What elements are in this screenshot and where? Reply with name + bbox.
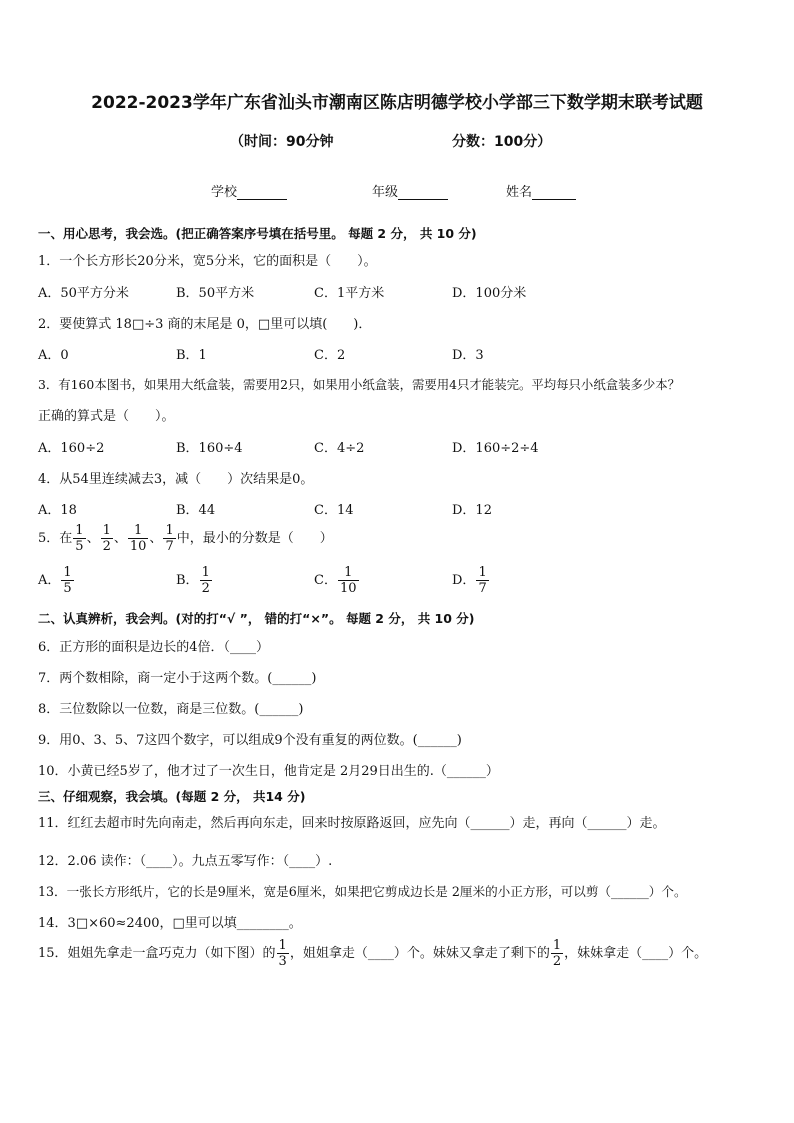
q15-part-a: 15．姐姐先拿走一盒巧克力（如下图）的 xyxy=(38,946,276,961)
section-heading-choice: 一、用心思考，我会选。(把正确答案序号填在括号里。 每题 2 分， 共 10 分) xyxy=(38,226,477,241)
page-title: 2022-2023学年广东省汕头市潮南区陈店明德学校小学部三下数学期末联考试题 xyxy=(91,93,703,113)
question-7: 7．两个数相除，商一定小于这两个数。(______) xyxy=(38,671,317,686)
q5-sep: 、 xyxy=(149,531,163,546)
q15-part-c: ，妹妹拿走（____）个。 xyxy=(564,946,708,961)
question-5 xyxy=(38,523,333,554)
q5-fraction-3: $\frac{1}{10}$ xyxy=(129,523,147,554)
q1-option-b[interactable]: B．50平方米 xyxy=(176,286,255,301)
q4-option-a[interactable]: A．18 xyxy=(38,503,77,518)
exam-score: 分数：100分） xyxy=(452,134,552,150)
question-3-line1: 3．有160本图书，如果用大纸盒装，需要用2只，如果用小纸盒装，需要用4只才能装完。平均每只小纸盒装多少本？ xyxy=(38,377,681,392)
question-6: 6．正方形的面积是边长的4倍．（____） xyxy=(38,640,270,655)
q2-option-c[interactable]: C．2 xyxy=(314,348,346,363)
question-14: 14．3□×60≈2400，□里可以填________。 xyxy=(38,916,302,931)
q3-option-c[interactable]: C．4÷2 xyxy=(314,441,365,456)
q5-fraction-1: $\frac{1}{5}$ xyxy=(75,523,84,554)
q4-option-b[interactable]: B．44 xyxy=(176,503,216,518)
grade-label: 年级 xyxy=(372,185,399,200)
question-13: 13．一张长方形纸片，它的长是9厘米，宽是6厘米，如果把它剪成边长是 2厘米的小正方形，可以剪（______）个。 xyxy=(38,884,687,899)
school-blank[interactable] xyxy=(237,187,287,200)
q5-option-a[interactable]: A． $\frac{1}{5}$ xyxy=(38,565,72,596)
q4-option-d[interactable]: D．12 xyxy=(452,503,492,518)
q4-option-c[interactable]: C．14 xyxy=(314,503,354,518)
q5-option-d[interactable]: D． $\frac{1}{7}$ xyxy=(452,565,487,596)
name-label: 姓名 xyxy=(506,185,533,200)
q1-option-a[interactable]: A．50平方分米 xyxy=(38,286,129,301)
q5-sep: 、 xyxy=(113,531,127,546)
school-field[interactable] xyxy=(211,181,287,200)
q5-fraction-4: $\frac{1}{7}$ xyxy=(165,523,174,554)
q5-prefix: 5．在 xyxy=(38,531,73,546)
q1-option-c[interactable]: C．1平方米 xyxy=(314,286,385,301)
q5-sep: 、 xyxy=(86,531,100,546)
question-2: 2．要使算式 18□÷3 商的末尾是 0，□里可以填( )． xyxy=(38,317,372,332)
question-3-line2: 正确的算式是（ ）。 xyxy=(38,409,175,424)
q15-fraction-one-half: $\frac{1}{2}$ xyxy=(552,938,562,969)
q5-option-b[interactable]: B． $\frac{1}{2}$ xyxy=(176,565,210,596)
q3-option-b[interactable]: B．160÷4 xyxy=(176,441,243,456)
q15-part-b: ，姐姐拿走（____）个。妹妹又拿走了剩下的 xyxy=(289,946,550,961)
question-10: 10．小黄已经5岁了，他才过了一次生日，他肯定是 2月29日出生的.（______） xyxy=(38,764,499,779)
q3-option-d[interactable]: D．160÷2÷4 xyxy=(452,441,539,456)
q1-option-d[interactable]: D．100分米 xyxy=(452,286,527,301)
school-label: 学校 xyxy=(211,185,238,200)
q5-option-c[interactable]: C． $\frac{1}{10}$ xyxy=(314,565,357,596)
question-11: 11．红红去超市时先向南走，然后再向东走，回来时按原路返回，应先向（______）走，再向（______）走。 xyxy=(38,816,666,831)
grade-field[interactable] xyxy=(372,181,448,200)
question-9: 9．用0、3、5、7这四个数字，可以组成9个没有重复的两位数。(______) xyxy=(38,733,462,748)
grade-blank[interactable] xyxy=(398,187,448,200)
q15-fraction-one-third: $\frac{1}{3}$ xyxy=(278,938,287,969)
section-heading-judge: 二、认真辨析，我会判。(对的打“√ ”， 错的打“×”。 每题 2 分， 共 10 分) xyxy=(38,611,475,626)
q5-suffix: 中，最小的分数是（ ） xyxy=(176,531,333,546)
question-12: 12．2.06 读作：（____）。九点五零写作：（____）. xyxy=(38,854,333,869)
name-blank[interactable] xyxy=(532,187,576,200)
name-field[interactable] xyxy=(506,181,576,200)
q2-option-d[interactable]: D．3 xyxy=(452,348,484,363)
exam-time: （时间：90分钟 xyxy=(230,134,334,150)
q2-option-a[interactable]: A．0 xyxy=(38,348,69,363)
question-15 xyxy=(38,938,707,969)
q2-option-b[interactable]: B．1 xyxy=(176,348,207,363)
question-1: 1．一个长方形长20分米，宽5分米，它的面积是（ ）。 xyxy=(38,254,377,269)
section-heading-fill: 三、仔细观察，我会填。(每题 2 分， 共14 分) xyxy=(38,789,306,804)
q3-option-a[interactable]: A．160÷2 xyxy=(38,441,105,456)
question-4: 4．从54里连续减去3，减（ ）次结果是0。 xyxy=(38,472,314,487)
q5-fraction-2: $\frac{1}{2}$ xyxy=(102,523,111,554)
question-8: 8．三位数除以一位数，商是三位数。(______) xyxy=(38,702,304,717)
